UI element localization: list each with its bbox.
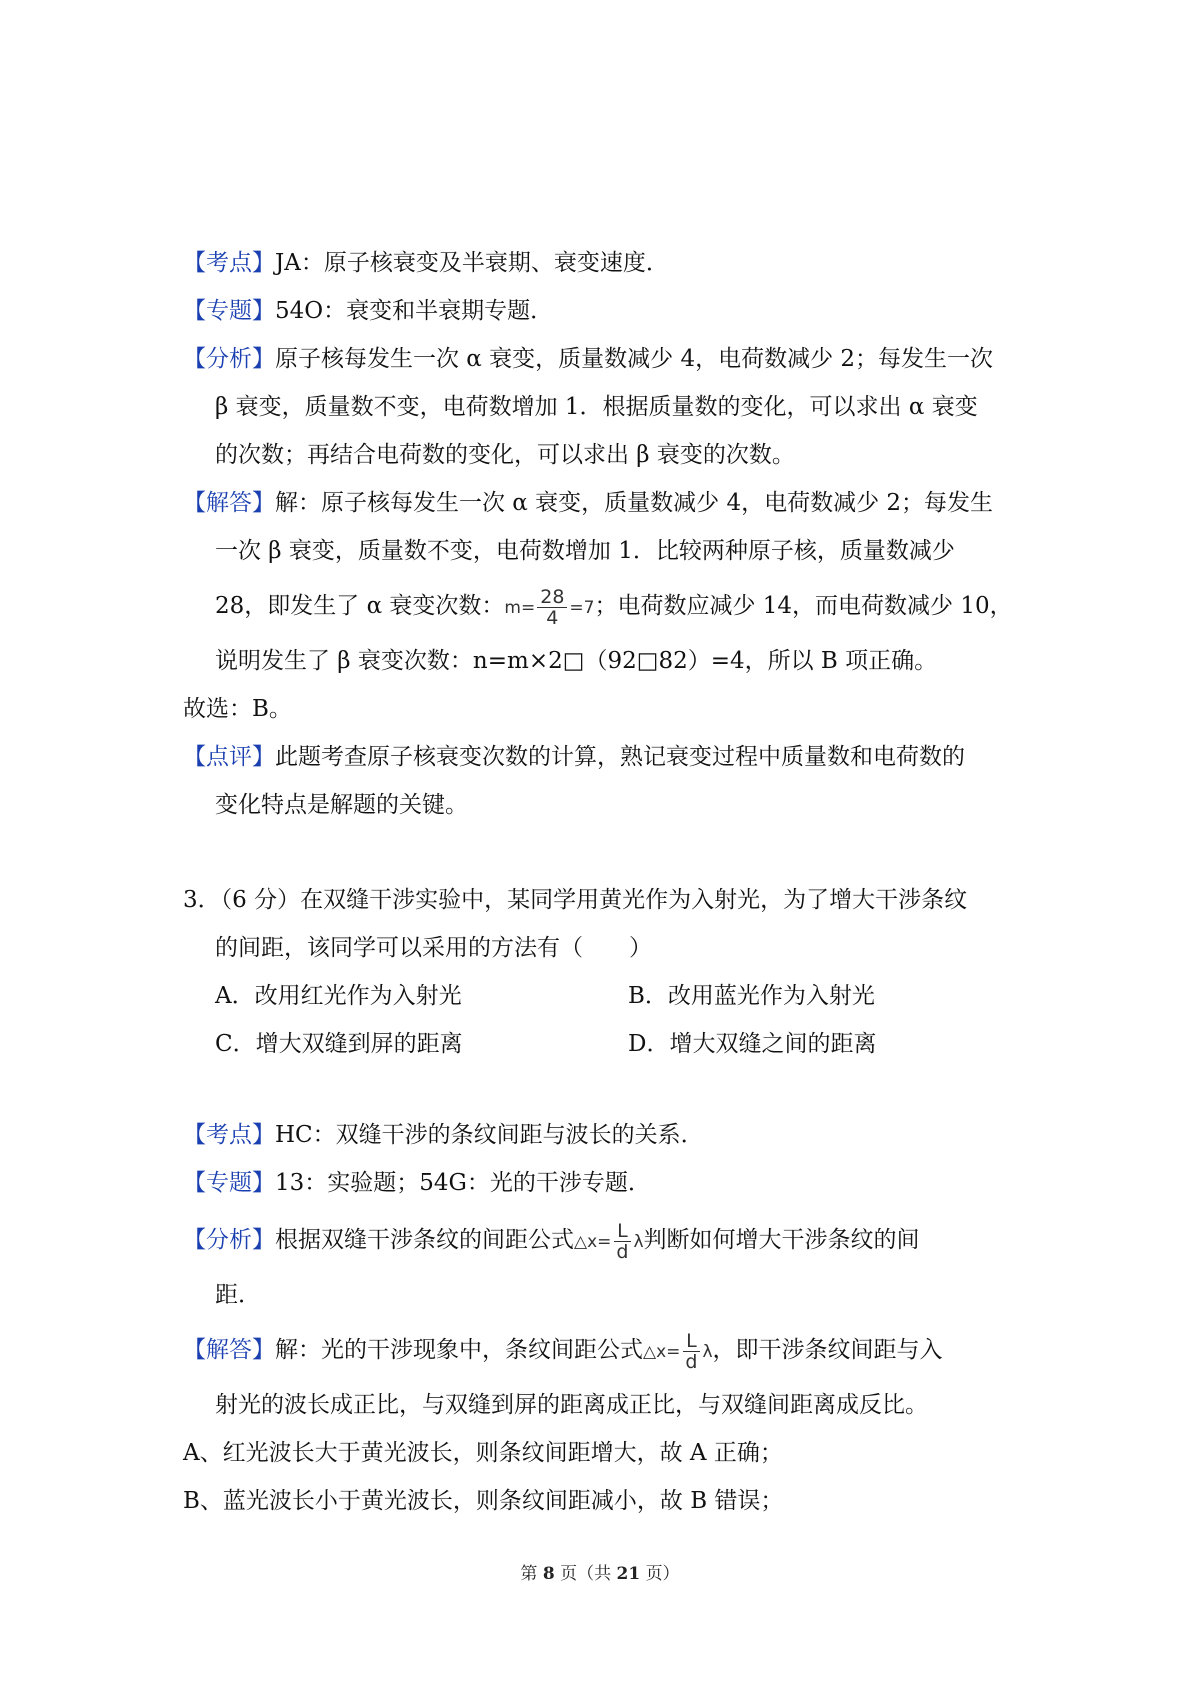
formula-m-denominator: 4 [546,606,559,629]
option-b: B．改用蓝光作为入射光 [628,983,875,1009]
fenxi-1-line1 [183,344,993,374]
dianping-line2: 变化特点是解题的关键。 [215,792,468,818]
kaodian-2-tag: 【考点】 [183,1122,275,1148]
jieda-text-1: 解：原子核每发生一次 α 衰变，质量数减少 4，电荷数减少 2；每发生 [275,490,994,516]
fenxi-2-line2: 距． [215,1282,261,1308]
jieda-2-tag: 【解答】 [183,1337,275,1363]
zhuanti-2-tag: 【专题】 [183,1170,275,1196]
jieda-tag: 【解答】 [183,490,275,516]
line-b: B、蓝光波长小于黄光波长，则条纹间距减小，故 B 错误； [183,1488,784,1514]
zhuanti-2 [183,1168,651,1198]
footer-pre: 第 [520,1564,538,1584]
dianping-text-1: 此题考查原子核衰变次数的计算，熟记衰变过程中质量数和电荷数的 [275,744,965,770]
footer-mid: 页（共 [560,1564,612,1584]
jieda-2-text-post: ，即干涉条纹间距与入 [712,1337,943,1363]
formula-m-lhs: m= [504,598,536,618]
zhuanti-text: 54O：衰变和半衰期专题． [275,298,554,324]
kaodian-text: JA：原子核衰变及半衰期、衰变速度． [275,250,669,276]
dianping-tag: 【点评】 [183,744,275,770]
formula-dx2-rhs: λ [702,1342,713,1362]
footer-total-pages: 21 [616,1564,641,1584]
jieda-1-line2: 一次 β 衰变，质量数不变，电荷数增加 1．比较两种原子核，质量数减少 [215,538,955,564]
formula-dx-numerator: L [614,1221,631,1242]
formula-m-fraction [537,587,567,628]
option-c: C．增大双缝到屏的距离 [215,1031,463,1057]
formula-dx2-denominator: d [685,1350,698,1373]
jieda-2-line1 [183,1328,943,1374]
question3-line2: 的间距，该同学可以采用的方法有（ ） [215,935,652,961]
kaodian-tag: 【考点】 [183,250,275,276]
formula-dx2-fraction [682,1331,700,1372]
zhuanti-1 [183,296,553,326]
jieda-1-line1 [183,488,993,518]
jieda-2-text-pre: 解：光的干涉现象中，条纹间距公式 [275,1337,643,1363]
jieda-1-line3-post: ；电荷数应减少 14，而电荷数减少 10， [594,593,1013,619]
dianping-line1 [183,742,965,772]
fenxi-2-line1 [183,1218,920,1264]
formula-dx-rhs: λ [633,1232,644,1252]
fenxi-2-text-pre: 根据双缝干涉条纹的间距公式 [275,1227,574,1253]
formula-dx2-numerator: L [683,1331,700,1352]
jieda-2-line2: 射光的波长成正比，与双缝到屏的距离成正比，与双缝间距离成反比。 [215,1392,928,1418]
option-a: A．改用红光作为入射光 [215,983,462,1009]
zhuanti-tag: 【专题】 [183,298,275,324]
formula-dx-fraction [613,1221,631,1262]
formula-dx-denominator: d [616,1240,629,1263]
kaodian-1 [183,248,669,278]
zhuanti-2-text: 13：实验题；54G：光的干涉专题． [275,1170,651,1196]
kaodian-2-text: HC：双缝干涉的条纹间距与波长的关系． [275,1122,704,1148]
option-d: D．增大双缝之间的距离 [628,1031,877,1057]
footer-page-number: 8 [542,1564,555,1584]
fenxi-tag: 【分析】 [183,346,275,372]
fenxi-1-line3: 的次数；再结合电荷数的变化，可以求出 β 衰变的次数。 [215,442,795,468]
fenxi-2-tag: 【分析】 [183,1227,275,1253]
jieda-1-line3 [215,584,1013,630]
jieda-1-line3-pre: 28，即发生了 α 衰变次数： [215,593,505,619]
fenxi-2-text-post: 判断如何增大干涉条纹的间 [643,1227,920,1253]
line-a: A、红光波长大于黄光波长，则条纹间距增大，故 A 正确； [183,1440,783,1466]
kaodian-2 [183,1120,704,1150]
guxuan: 故选：B。 [183,696,292,722]
fenxi-text-1: 原子核每发生一次 α 衰变，质量数减少 4，电荷数减少 2；每发生一次 [275,346,994,372]
footer-post: 页） [645,1564,680,1584]
formula-m-numerator: 28 [537,587,567,608]
page-footer [0,1562,1200,1586]
formula-dx-lhs: △x= [574,1232,612,1252]
formula-dx2-lhs: △x= [643,1342,681,1362]
fenxi-1-line2: β 衰变，质量数不变，电荷数增加 1．根据质量数的变化，可以求出 α 衰变 [215,394,978,420]
jieda-1-line4: 说明发生了 β 衰变次数：n=m×2□（92□82）=4，所以 B 项正确。 [215,648,938,674]
question3-line1: 3．（6 分）在双缝干涉实验中，某同学用黄光作为入射光，为了增大干涉条纹 [183,887,968,913]
formula-m-rhs: =7 [569,598,595,618]
